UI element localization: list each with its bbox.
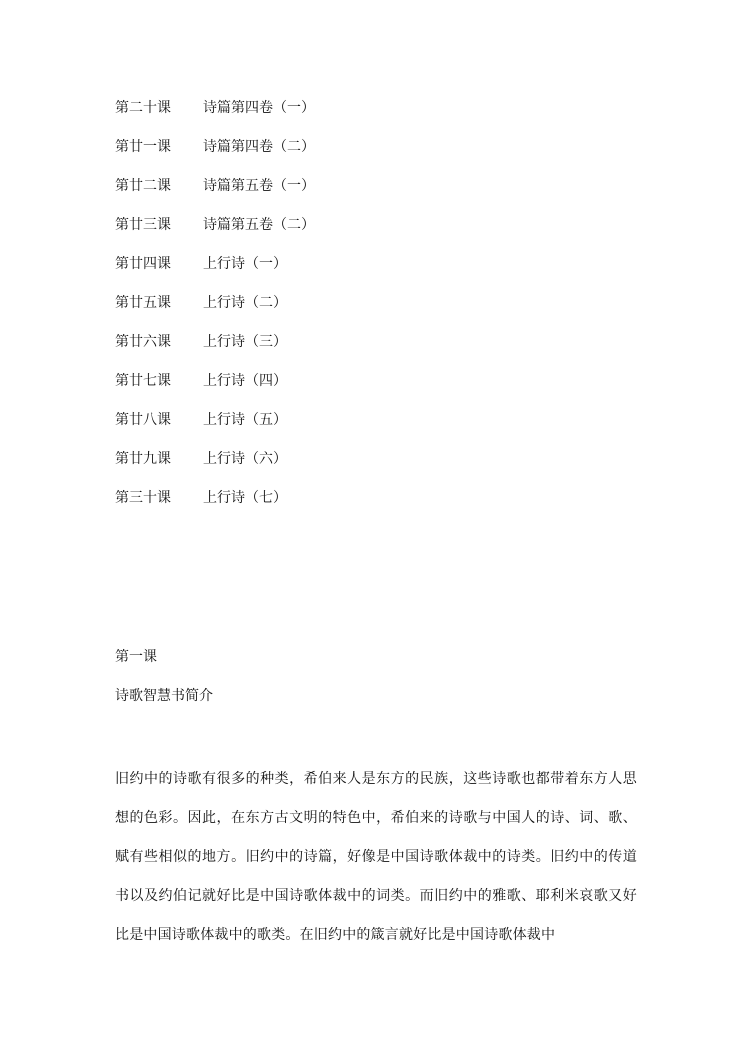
- toc-lesson-number: 第二十课: [115, 100, 171, 116]
- toc-row: [115, 448, 315, 487]
- toc-lesson-title: 上行诗（一）: [203, 256, 287, 272]
- table-of-contents: [115, 97, 315, 526]
- toc-lesson-number: 第廿八课: [115, 412, 171, 428]
- body-paragraph: 旧约中的诗歌有很多的种类，希伯来人是东方的民族，这些诗歌也都带着东方人思想的色彩。因此，在东方古文明的特色中，希伯来的诗歌与中国人的诗、词、歌、赋有些相似的地方。旧约中的诗篇，好像是中国诗歌体裁中的诗类。旧约中的传道书以及约伯记就好比是中国诗歌体裁中的词类。而旧约中的雅歌、耶利米哀歌又好比是中国诗歌体裁中的歌类。在旧约中的箴言就好比是中国诗歌体裁中: [115, 771, 637, 943]
- toc-row: [115, 253, 315, 292]
- toc-lesson-number: 第三十课: [115, 490, 171, 506]
- toc-lesson-title: 上行诗（四）: [203, 373, 287, 389]
- toc-lesson-number: 第廿五课: [115, 295, 171, 311]
- toc-lesson-title: 上行诗（五）: [203, 412, 287, 428]
- toc-lesson-number: 第廿一课: [115, 139, 171, 155]
- toc-lesson-title: 诗篇第四卷（一）: [203, 100, 315, 116]
- toc-row: [115, 370, 315, 409]
- toc-lesson-title: 诗篇第四卷（二）: [203, 139, 315, 155]
- lesson-heading: 第一课: [115, 649, 157, 665]
- toc-lesson-number: 第廿二课: [115, 178, 171, 194]
- lesson-subtitle: 诗歌智慧书简介: [115, 688, 213, 704]
- toc-lesson-number: 第廿三课: [115, 217, 171, 233]
- toc-row: [115, 487, 315, 526]
- toc-lesson-title: 上行诗（七）: [203, 490, 287, 506]
- toc-lesson-title: 诗篇第五卷（二）: [203, 217, 315, 233]
- toc-row: [115, 214, 315, 253]
- toc-lesson-number: 第廿六课: [115, 334, 171, 350]
- toc-row: [115, 292, 315, 331]
- toc-lesson-number: 第廿四课: [115, 256, 171, 272]
- toc-lesson-number: 第廿九课: [115, 451, 171, 467]
- toc-lesson-title: 上行诗（二）: [203, 295, 287, 311]
- toc-row: [115, 331, 315, 370]
- toc-lesson-title: 上行诗（六）: [203, 451, 287, 467]
- toc-lesson-title: 上行诗（三）: [203, 334, 287, 350]
- toc-lesson-title: 诗篇第五卷（一）: [203, 178, 315, 194]
- toc-row: [115, 136, 315, 175]
- toc-row: [115, 175, 315, 214]
- toc-row: [115, 97, 315, 136]
- toc-row: [115, 409, 315, 448]
- toc-lesson-number: 第廿七课: [115, 373, 171, 389]
